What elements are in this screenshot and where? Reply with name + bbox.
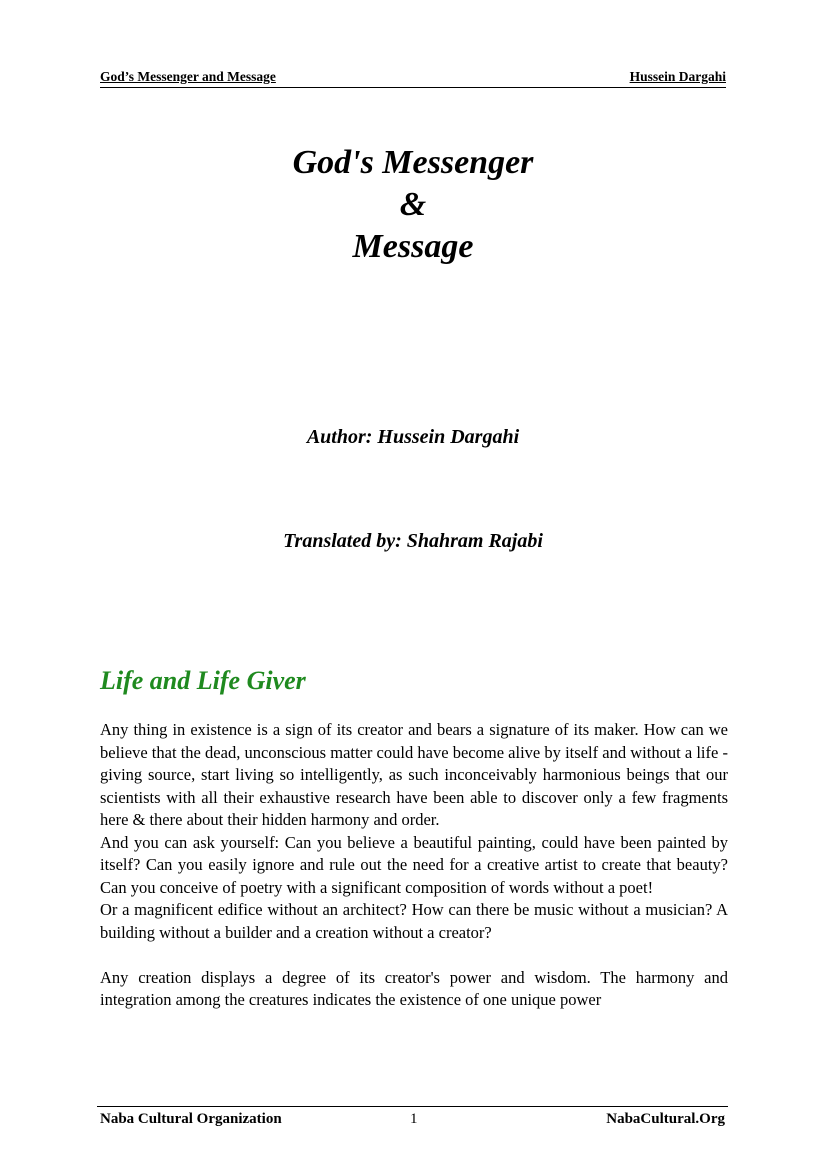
running-header <box>100 69 726 88</box>
footer-organization: Naba Cultural Organization <box>100 1111 282 1127</box>
header-book-title: God’s Messenger and Message <box>100 69 276 84</box>
paragraph: Or a magnificent edifice without an architect? How can there be music without a musician? A building without a builder and a creation without a creator? <box>100 900 728 942</box>
translator-line: Translated by: Shahram Rajabi <box>283 530 543 552</box>
footer-website: NabaCultural.Org <box>606 1111 725 1127</box>
paragraph: And you can ask yourself: Can you believe a beautiful painting, could have been painted by itself? Can you easily ignore and rule out the need for a creative artist to create that beauty? Can you conceive of poetry with a significant composition of words without a poet! <box>100 832 728 897</box>
author-line: Author: Hussein Dargahi <box>306 426 520 448</box>
section-heading: Life and Life Giver <box>100 666 306 695</box>
page-number: 1 <box>410 1111 418 1127</box>
header-author: Hussein Dargahi <box>629 69 726 84</box>
paragraph: Any thing in existence is a sign of its creator and bears a signature of its maker. How can we believe that the dead, unconscious matter could have become alive by itself and without a life - giving source, start living so intelligently, as such inconceivably harmonious beings that our scientists with all their exhaustive research have been able to discover only a few fragments here & there about their hidden harmony and order. <box>100 720 728 829</box>
book-title <box>100 142 726 268</box>
title-line-1: God's Messenger <box>292 144 534 181</box>
paragraph: Any creation displays a degree of its creator's power and wisdom. The harmony and integration among the creatures indicates the existence of one unique power <box>100 967 728 1009</box>
title-line-2: & <box>399 186 427 223</box>
body-text <box>100 719 728 1012</box>
page-footer <box>97 1106 728 1131</box>
title-line-3: Message <box>352 228 474 265</box>
